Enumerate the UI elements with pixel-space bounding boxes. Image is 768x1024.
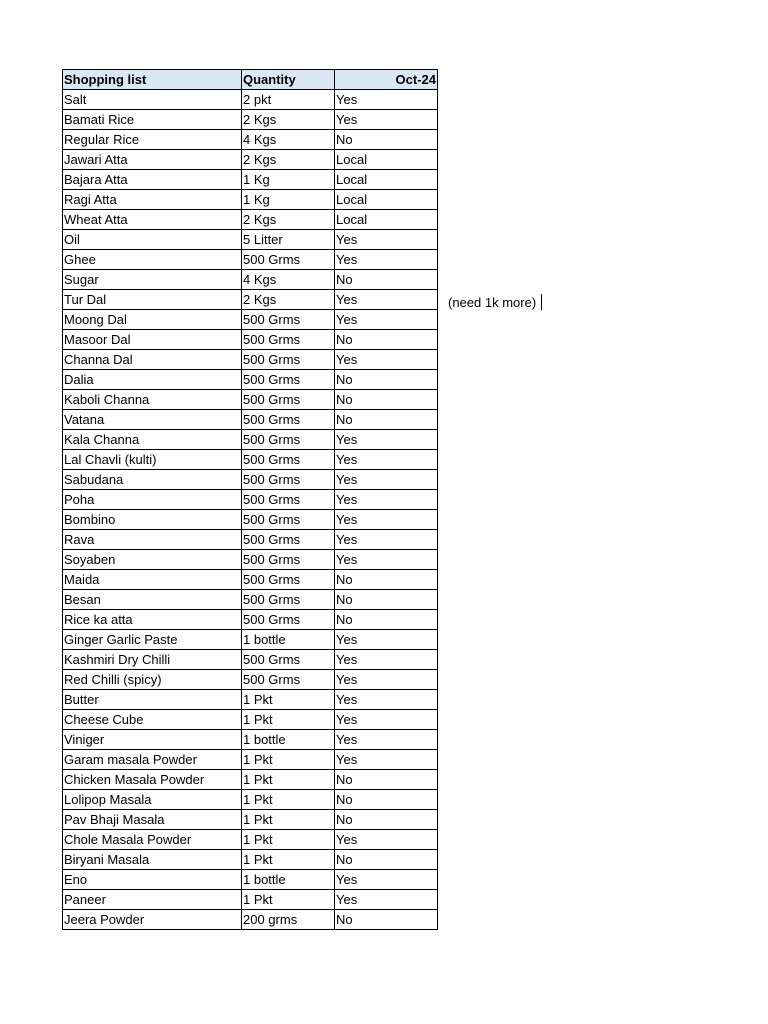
item-cell[interactable]: Wheat Atta [63, 210, 242, 230]
quantity-cell[interactable]: 500 Grms [242, 250, 335, 270]
status-cell[interactable]: No [335, 850, 438, 870]
table-row [63, 170, 438, 190]
table-row [63, 470, 438, 490]
quantity-cell[interactable]: 1 Pkt [242, 830, 335, 850]
item-cell[interactable]: Bombino [63, 510, 242, 530]
status-cell[interactable]: Yes [335, 310, 438, 330]
item-cell[interactable]: Salt [63, 90, 242, 110]
quantity-cell[interactable]: 500 Grms [242, 550, 335, 570]
status-cell[interactable]: Yes [335, 630, 438, 650]
item-cell[interactable]: Ghee [63, 250, 242, 270]
status-cell[interactable]: Local [335, 210, 438, 230]
item-cell[interactable]: Paneer [63, 890, 242, 910]
status-cell[interactable]: No [335, 390, 438, 410]
quantity-cell[interactable]: 1 Kg [242, 190, 335, 210]
item-cell[interactable]: Poha [63, 490, 242, 510]
quantity-cell[interactable]: 500 Grms [242, 570, 335, 590]
table-row [63, 190, 438, 210]
header-quantity[interactable]: Quantity [242, 70, 335, 90]
text-cursor [541, 294, 542, 310]
status-cell[interactable]: Yes [335, 710, 438, 730]
quantity-cell[interactable]: 2 Kgs [242, 150, 335, 170]
quantity-cell[interactable]: 5 Litter [242, 230, 335, 250]
item-cell[interactable]: Channa Dal [63, 350, 242, 370]
table-row [63, 110, 438, 130]
quantity-cell[interactable]: 1 bottle [242, 630, 335, 650]
status-cell[interactable]: No [335, 270, 438, 290]
table-row [63, 790, 438, 810]
table-row [63, 530, 438, 550]
item-cell[interactable]: Ginger Garlic Paste [63, 630, 242, 650]
item-cell[interactable]: Biryani Masala [63, 850, 242, 870]
table-row [63, 630, 438, 650]
item-cell[interactable]: Sabudana [63, 470, 242, 490]
status-cell[interactable]: Yes [335, 890, 438, 910]
table-row [63, 670, 438, 690]
table-row [63, 330, 438, 350]
status-cell[interactable]: Yes [335, 350, 438, 370]
item-cell[interactable]: Chicken Masala Powder [63, 770, 242, 790]
status-cell[interactable]: Yes [335, 490, 438, 510]
quantity-cell[interactable]: 500 Grms [242, 330, 335, 350]
status-cell[interactable]: Yes [335, 290, 438, 310]
status-cell[interactable]: Yes [335, 650, 438, 670]
quantity-cell[interactable]: 500 Grms [242, 410, 335, 430]
status-cell[interactable]: Yes [335, 450, 438, 470]
quantity-cell[interactable]: 200 grms [242, 910, 335, 930]
status-cell[interactable]: No [335, 610, 438, 630]
quantity-cell[interactable]: 1 Pkt [242, 810, 335, 830]
table-row [63, 250, 438, 270]
table-body [63, 90, 438, 930]
table-row [63, 810, 438, 830]
quantity-cell[interactable]: 2 Kgs [242, 110, 335, 130]
quantity-cell[interactable]: 500 Grms [242, 310, 335, 330]
status-cell[interactable]: No [335, 410, 438, 430]
item-cell[interactable]: Chole Masala Powder [63, 830, 242, 850]
quantity-cell[interactable]: 1 bottle [242, 730, 335, 750]
table-row [63, 150, 438, 170]
status-cell[interactable]: Yes [335, 690, 438, 710]
quantity-cell[interactable]: 1 Pkt [242, 710, 335, 730]
table-row [63, 570, 438, 590]
header-month[interactable]: Oct-24 [335, 70, 438, 90]
table-row [63, 910, 438, 930]
table-row [63, 850, 438, 870]
item-cell[interactable]: Jawari Atta [63, 150, 242, 170]
table-row [63, 490, 438, 510]
table-row [63, 730, 438, 750]
item-cell[interactable]: Lolipop Masala [63, 790, 242, 810]
item-cell[interactable]: Moong Dal [63, 310, 242, 330]
item-cell[interactable]: Besan [63, 590, 242, 610]
table-row [63, 230, 438, 250]
item-cell[interactable]: Eno [63, 870, 242, 890]
item-cell[interactable]: Kala Channa [63, 430, 242, 450]
table-row [63, 590, 438, 610]
item-cell[interactable]: Tur Dal [63, 290, 242, 310]
row-note[interactable] [448, 293, 542, 312]
item-cell[interactable]: Lal Chavli (kulti) [63, 450, 242, 470]
quantity-cell[interactable]: 500 Grms [242, 530, 335, 550]
status-cell[interactable]: Yes [335, 470, 438, 490]
table-row [63, 450, 438, 470]
item-cell[interactable]: Oil [63, 230, 242, 250]
table-row [63, 870, 438, 890]
quantity-cell[interactable]: 500 Grms [242, 590, 335, 610]
status-cell[interactable]: No [335, 590, 438, 610]
status-cell[interactable]: Yes [335, 250, 438, 270]
table-row [63, 290, 438, 310]
quantity-cell[interactable]: 1 Pkt [242, 890, 335, 910]
table-row [63, 210, 438, 230]
status-cell[interactable]: Local [335, 190, 438, 210]
status-cell[interactable]: Local [335, 150, 438, 170]
item-cell[interactable]: Kashmiri Dry Chilli [63, 650, 242, 670]
table-row [63, 390, 438, 410]
status-cell[interactable]: Yes [335, 830, 438, 850]
item-cell[interactable]: Red Chilli (spicy) [63, 670, 242, 690]
item-cell[interactable]: Viniger [63, 730, 242, 750]
table-row [63, 130, 438, 150]
item-cell[interactable]: Pav Bhaji Masala [63, 810, 242, 830]
item-cell[interactable]: Kaboli Channa [63, 390, 242, 410]
table-row [63, 770, 438, 790]
quantity-cell[interactable]: 4 Kgs [242, 270, 335, 290]
status-cell[interactable]: Yes [335, 750, 438, 770]
table-row [63, 830, 438, 850]
table-row [63, 550, 438, 570]
item-cell[interactable]: Regular Rice [63, 130, 242, 150]
quantity-cell[interactable]: 500 Grms [242, 370, 335, 390]
shopping-list-table [62, 69, 438, 930]
item-cell[interactable]: Bajara Atta [63, 170, 242, 190]
item-cell[interactable]: Butter [63, 690, 242, 710]
status-cell[interactable]: Yes [335, 530, 438, 550]
quantity-cell[interactable]: 2 pkt [242, 90, 335, 110]
status-cell[interactable]: No [335, 570, 438, 590]
quantity-cell[interactable]: 500 Grms [242, 490, 335, 510]
quantity-cell[interactable]: 500 Grms [242, 450, 335, 470]
quantity-cell[interactable]: 1 Pkt [242, 850, 335, 870]
table-row [63, 90, 438, 110]
quantity-cell[interactable]: 1 Pkt [242, 770, 335, 790]
status-cell[interactable]: Yes [335, 90, 438, 110]
table-row [63, 750, 438, 770]
table-row [63, 350, 438, 370]
item-cell[interactable]: Sugar [63, 270, 242, 290]
status-cell[interactable]: No [335, 370, 438, 390]
item-cell[interactable]: Maida [63, 570, 242, 590]
quantity-cell[interactable]: 500 Grms [242, 430, 335, 450]
item-cell[interactable]: Rice ka atta [63, 610, 242, 630]
header-row [63, 70, 438, 90]
quantity-cell[interactable]: 2 Kgs [242, 210, 335, 230]
table-row [63, 410, 438, 430]
status-cell[interactable]: Yes [335, 510, 438, 530]
table-row [63, 310, 438, 330]
table-row [63, 690, 438, 710]
status-cell[interactable]: No [335, 130, 438, 150]
table-row [63, 370, 438, 390]
quantity-cell[interactable]: 500 Grms [242, 350, 335, 370]
status-cell[interactable]: Yes [335, 110, 438, 130]
item-cell[interactable]: Masoor Dal [63, 330, 242, 350]
quantity-cell[interactable]: 1 Pkt [242, 750, 335, 770]
item-cell[interactable]: Jeera Powder [63, 910, 242, 930]
status-cell[interactable]: No [335, 810, 438, 830]
item-cell[interactable]: Garam masala Powder [63, 750, 242, 770]
row-note-text: (need 1k more) [448, 295, 537, 310]
table-row [63, 510, 438, 530]
status-cell[interactable]: Yes [335, 230, 438, 250]
status-cell[interactable]: No [335, 330, 438, 350]
item-cell[interactable]: Ragi Atta [63, 190, 242, 210]
quantity-cell[interactable]: 500 Grms [242, 610, 335, 630]
quantity-cell[interactable]: 1 Pkt [242, 790, 335, 810]
header-shopping-list[interactable]: Shopping list [63, 70, 242, 90]
item-cell[interactable]: Dalia [63, 370, 242, 390]
status-cell[interactable]: Yes [335, 670, 438, 690]
item-cell[interactable]: Soyaben [63, 550, 242, 570]
status-cell[interactable]: No [335, 910, 438, 930]
item-cell[interactable]: Vatana [63, 410, 242, 430]
table-row [63, 650, 438, 670]
table-row [63, 890, 438, 910]
table-row [63, 430, 438, 450]
table-row [63, 610, 438, 630]
item-cell[interactable]: Cheese Cube [63, 710, 242, 730]
status-cell[interactable]: Yes [335, 550, 438, 570]
quantity-cell[interactable]: 500 Grms [242, 670, 335, 690]
status-cell[interactable]: Yes [335, 430, 438, 450]
quantity-cell[interactable]: 2 Kgs [242, 290, 335, 310]
quantity-cell[interactable]: 1 bottle [242, 870, 335, 890]
table-row [63, 710, 438, 730]
status-cell[interactable]: Yes [335, 870, 438, 890]
status-cell[interactable]: Local [335, 170, 438, 190]
item-cell[interactable]: Bamati Rice [63, 110, 242, 130]
quantity-cell[interactable]: 1 Kg [242, 170, 335, 190]
quantity-cell[interactable]: 500 Grms [242, 510, 335, 530]
item-cell[interactable]: Rava [63, 530, 242, 550]
quantity-cell[interactable]: 1 Pkt [242, 690, 335, 710]
status-cell[interactable]: Yes [335, 730, 438, 750]
table-row [63, 270, 438, 290]
quantity-cell[interactable]: 500 Grms [242, 390, 335, 410]
quantity-cell[interactable]: 500 Grms [242, 470, 335, 490]
status-cell[interactable]: No [335, 770, 438, 790]
quantity-cell[interactable]: 500 Grms [242, 650, 335, 670]
quantity-cell[interactable]: 4 Kgs [242, 130, 335, 150]
status-cell[interactable]: No [335, 790, 438, 810]
